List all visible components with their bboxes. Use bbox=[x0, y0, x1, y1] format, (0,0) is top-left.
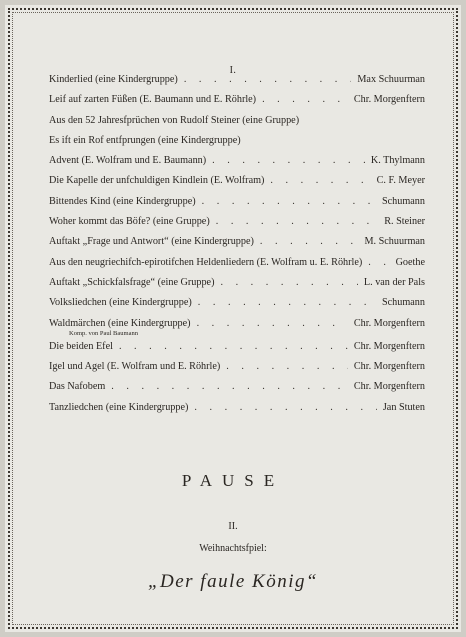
program-item bbox=[49, 380, 425, 400]
program-item bbox=[49, 296, 425, 316]
program-item-composer: R. Steiner bbox=[384, 216, 425, 228]
program-item-composer: Chr. Morgenftern bbox=[353, 340, 425, 352]
program-item-composer: Chr. Morgenftern bbox=[353, 361, 425, 373]
dot-leader bbox=[184, 73, 352, 87]
program-item-title: Waldmärchen (eine Kindergruppe) bbox=[49, 317, 191, 329]
program-item-composer: Schumann bbox=[381, 297, 425, 309]
program-item-composer: K. Thylmann bbox=[370, 155, 425, 167]
program-item-title: Bittendes Kind (eine Kindergruppe) bbox=[49, 195, 196, 207]
program-item-title: Auftakt „Schickfalsfrage“ (eine Gruppe) bbox=[49, 276, 215, 288]
program-item-composer: Schumann bbox=[381, 195, 425, 207]
dot-leader bbox=[212, 154, 365, 168]
dot-leader bbox=[111, 380, 348, 394]
dot-leader bbox=[194, 401, 376, 415]
program-item-title: Kinderlied (eine Kindergruppe) bbox=[49, 74, 178, 85]
program-item bbox=[49, 154, 425, 174]
program-item-composer: C. F. Meyer bbox=[376, 175, 425, 187]
program-item-composer: Chr. Morgenftern bbox=[353, 317, 425, 329]
dot-leader bbox=[368, 256, 389, 270]
dot-leader bbox=[197, 317, 348, 331]
program-item-composer: Goethe bbox=[395, 256, 425, 268]
play-title: „Der faule König“ bbox=[147, 571, 319, 592]
program-item-composer: Max Schuurman bbox=[357, 74, 425, 85]
program-item-title: Es ift ein Rof entfprungen (eine Kindergruppe) bbox=[49, 134, 241, 146]
program-item bbox=[49, 235, 425, 255]
program-item-title: Advent (E. Wolfram und E. Baumann) bbox=[49, 155, 207, 167]
program-list bbox=[49, 73, 425, 421]
program-item-title: Woher kommt das Böfe? (eine Gruppe) bbox=[49, 216, 210, 228]
section-one-number: I. bbox=[229, 65, 237, 76]
program-item-title: Tanzliedchen (eine Kindergruppe) bbox=[49, 401, 189, 413]
program-item-title: Igel und Agel (E. Wolfram und E. Röhrle) bbox=[49, 361, 221, 373]
program-item bbox=[49, 340, 425, 360]
program-item-title: Die Kapelle der unfchuldigen Kindlein (E. Wolfram) bbox=[49, 175, 265, 187]
dot-leader bbox=[226, 360, 348, 374]
program-item bbox=[49, 401, 425, 421]
dot-leader bbox=[270, 174, 370, 188]
program-item bbox=[49, 114, 425, 134]
program-item bbox=[49, 195, 425, 215]
program-item-title: Die beiden Efel bbox=[49, 340, 113, 352]
program-item-composer: Chr. Morgenftern bbox=[353, 381, 425, 393]
dot-leader bbox=[260, 235, 359, 249]
program-item-title: Das Nafobem bbox=[49, 381, 106, 393]
dot-leader bbox=[220, 276, 357, 290]
program-item-composer: M. Schuurman bbox=[364, 236, 425, 248]
dot-leader bbox=[216, 215, 379, 229]
program-item bbox=[49, 256, 425, 276]
program-item-composer: Chr. Morgenftern bbox=[353, 94, 425, 106]
program-item bbox=[49, 93, 425, 113]
pause-heading: PAUSE bbox=[181, 471, 285, 490]
program-item bbox=[49, 134, 425, 154]
program-item-title: Auftakt „Frage und Antwort“ (eine Kindergruppe) bbox=[49, 236, 254, 248]
program-item-title: Aus den neugriechifch-epirotifchen Heldenliedern (E. Wolfram u. E. Röhrle) bbox=[49, 256, 363, 268]
program-item-title: Volksliedchen (eine Kindergruppe) bbox=[49, 297, 192, 309]
dot-leader bbox=[198, 296, 376, 310]
dot-leader bbox=[119, 340, 348, 354]
program-item bbox=[49, 73, 425, 93]
dot-leader bbox=[202, 195, 376, 209]
program-item bbox=[49, 276, 425, 296]
program-item bbox=[49, 174, 425, 194]
program-item bbox=[49, 360, 425, 380]
program-item-composer: Jan Stuten bbox=[382, 401, 425, 413]
program-item-title: Aus den 52 Jahresfprüchen von Rudolf Steiner (eine Gruppe) bbox=[49, 114, 300, 126]
program-item-title: Leif auf zarten Füßen (E. Baumann und E. Röhrle) bbox=[49, 94, 257, 106]
section-two-number: II. bbox=[228, 521, 238, 532]
program-item-composer: L. van der Pals bbox=[363, 276, 425, 288]
dot-leader bbox=[262, 93, 348, 107]
program-page bbox=[5, 5, 461, 632]
program-item bbox=[49, 215, 425, 235]
program-item-note: Komp. von Paul Baumann bbox=[69, 329, 138, 337]
play-subtitle: Weihnachtsfpiel: bbox=[199, 543, 267, 554]
